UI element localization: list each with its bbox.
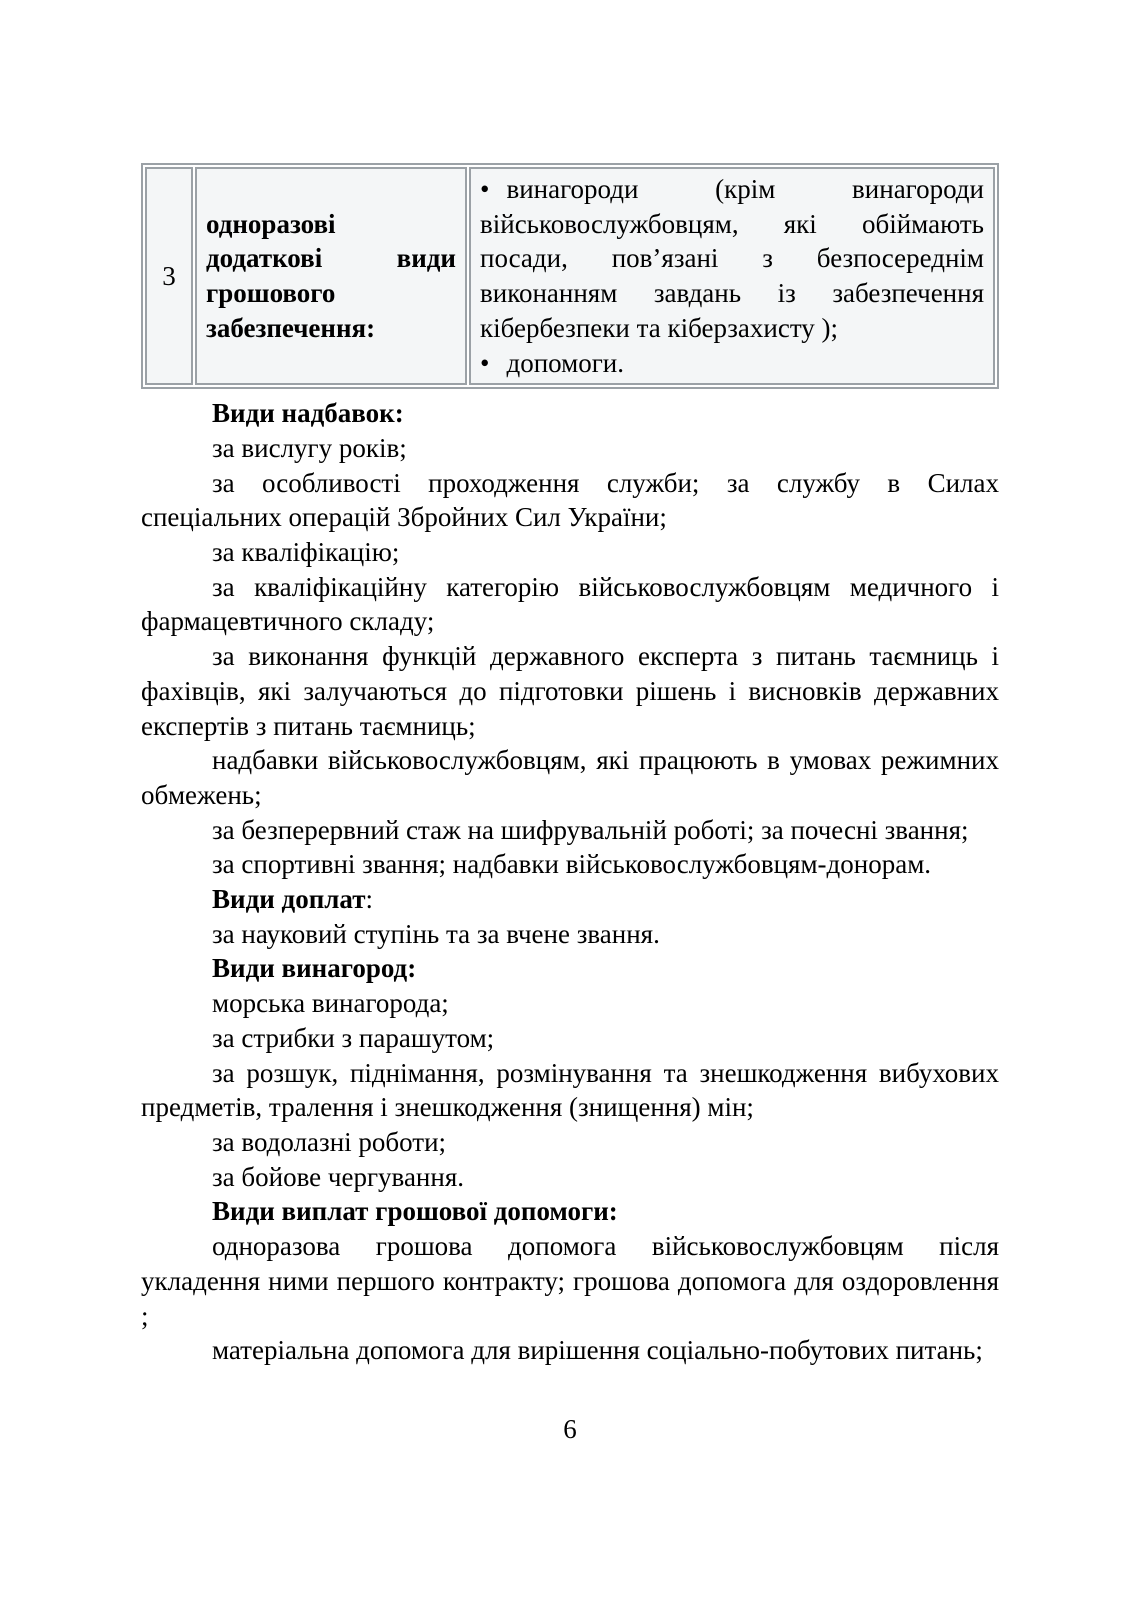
body-paragraph: за безперервний стаж на шифрувальній роботі; за почесні звання; [212,814,969,845]
pay-types-table [141,163,999,389]
category-label: одноразові додаткові види грошового забезпечення: [206,208,456,343]
body-paragraph: за кваліфікаційну категорію військовослужбовцям медичного і фармацевтичного складу; [141,571,999,637]
bullet-item [480,346,984,381]
bullet-marker: • [480,174,490,204]
bullet-list [480,172,984,380]
bullet-text: допомоги. [506,347,624,378]
heading-text: Види винагород: [212,953,417,984]
body-paragraph: за виконання функцій державного експерта з питань таємниць і фахівців, які залучаються до підготовки рішень і висновків державних експертів з питань таємниць; [141,641,999,741]
heading-paragraph: Види доплат: [212,884,373,915]
body-paragraph: надбавки військовослужбовцям, які працюють в умовах режимних обмежень; [141,745,999,810]
body-paragraph: за особливості проходження служби; за службу в Силах спеціальних операцій Збройних Сил України; [141,467,999,533]
heading-text: Види виплат грошової допомоги: [212,1196,618,1227]
heading-paragraph [141,951,999,986]
bullet-text: винагороди (крім винагороди військовослужбовцям, які обіймають посади, пов’язані з безпосереднім виконанням завдань із забезпечення кібербезпеки та кіберзахисту ); [480,174,984,343]
body-paragraph: за кваліфікацію; [212,537,400,568]
heading-text: Види доплат [212,884,366,915]
page-number: 6 [563,1413,577,1444]
row-number: 3 [162,260,176,291]
heading-paragraph [141,1194,999,1229]
bullet-item [480,172,984,346]
category-cell [195,167,467,385]
body-paragraph: морська винагорода; [212,988,449,1019]
body-paragraph: за стрибки з парашутом; [212,1022,495,1053]
body-paragraph: за спортивні звання; надбавки військовослужбовцям-донорам. [212,849,932,880]
table-row [145,167,995,385]
body-paragraph: за водолазні роботи; [212,1126,447,1157]
bullet-marker: • [480,347,490,378]
heading-text: Види надбавок: [212,398,404,429]
row-number-cell [145,167,193,385]
body-paragraph: за науковий ступінь та за вчене звання. [212,918,660,949]
heading-paragraph [141,396,999,431]
body-paragraph: одноразова грошова допомога військовослужбовцям після укладення ними першого контракту; грошова допомога для оздоровлення ; [141,1231,999,1331]
body-paragraph: за бойове чергування. [212,1161,464,1192]
body-paragraph: за розшук, піднімання, розмінування та знешкодження вибухових предметів, тралення і знешкодження (знищення) мін; [141,1057,999,1123]
body-paragraph: за вислугу років; [212,432,407,463]
document-body [141,396,999,1368]
body-paragraph: матеріальна допомога для вирішення соціально-побутових питань; [212,1335,983,1366]
items-cell [469,167,995,385]
